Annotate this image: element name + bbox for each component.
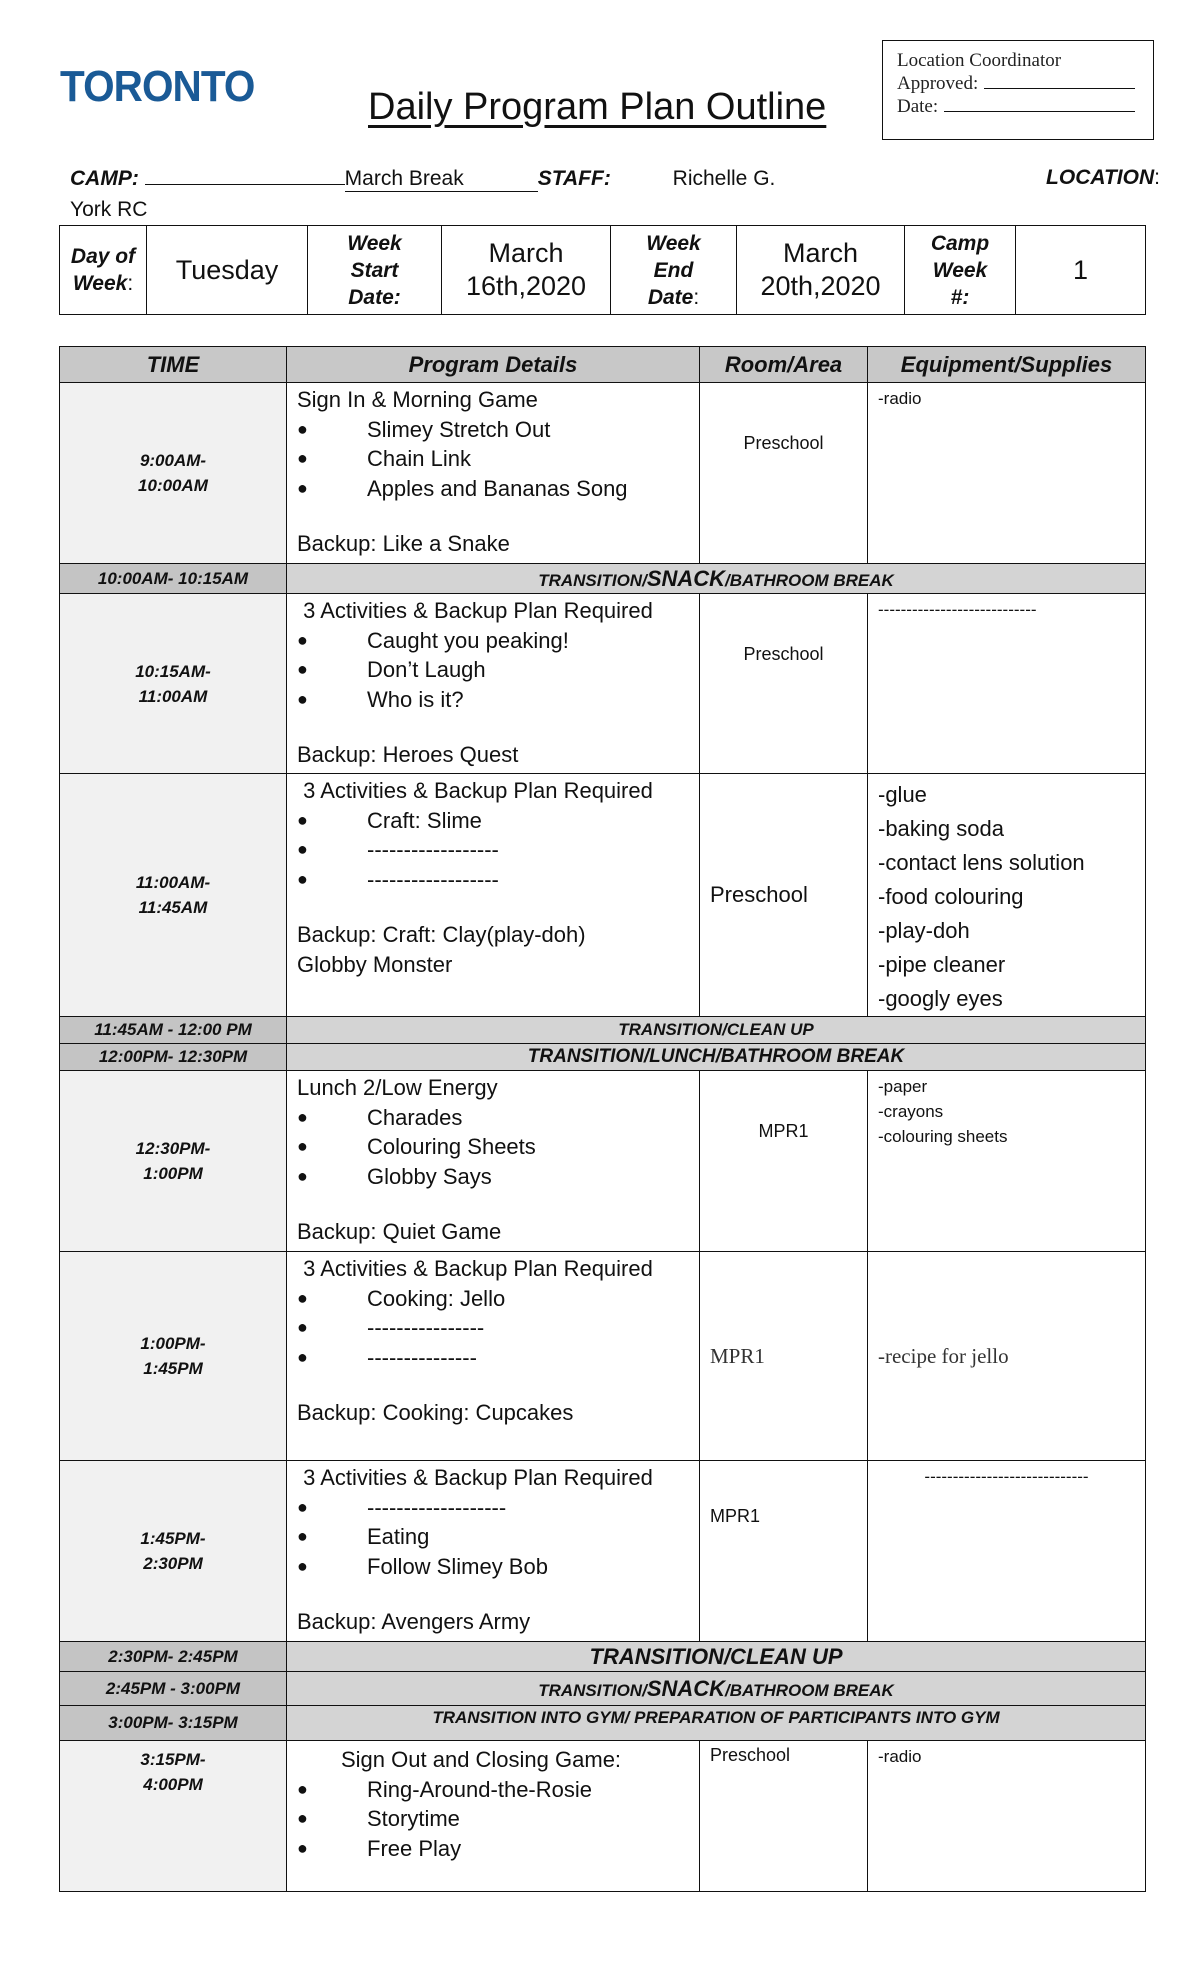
transition-label: TRANSITION/CLEAN UP <box>287 1017 1146 1044</box>
table-row <box>60 1741 1146 1892</box>
bullet-icon: ● <box>297 1837 308 1858</box>
bullet-icon: ● <box>297 1287 308 1308</box>
room-cell: MPR1 <box>700 1461 868 1642</box>
bullet-icon: ● <box>297 659 308 679</box>
transition-row <box>60 564 1146 594</box>
equipment-cell: ----------------------------- <box>868 1461 1146 1642</box>
equipment-cell: -recipe for jello <box>868 1252 1146 1461</box>
col-time: TIME <box>60 347 287 383</box>
table-row <box>60 383 1146 564</box>
time-cell: 1:45PM- 2:30PM <box>60 1461 287 1642</box>
approval-date-label: Date: <box>897 96 939 117</box>
end-date-label: Week End Date: <box>611 226 737 315</box>
program-details: Sign Out and Closing Game: ● Ring-Around-the-Rosie ● Storytime ● Free Play <box>287 1741 700 1892</box>
time-cell: 11:00AM- 11:45AM <box>60 774 287 1017</box>
room-cell: Preschool <box>700 383 868 564</box>
transition-label: TRANSITION/SNACK/BATHROOM BREAK <box>287 564 1146 594</box>
camp-blank <box>145 166 345 185</box>
bullet-icon: ● <box>297 448 308 468</box>
table-header <box>60 347 1146 383</box>
table-row <box>60 774 1146 1017</box>
bullet-icon: ● <box>297 868 308 889</box>
bullet-icon: ● <box>297 1106 308 1127</box>
program-details: 3 Activities & Backup Plan Required ● Cooking: Jello ● ---------------- ● --------------- Backup: Cooking: Cupcakes <box>287 1252 700 1461</box>
approval-coordinator: Location Coordinator <box>897 50 1062 71</box>
transition-time: 2:30PM- 2:45PM <box>60 1642 287 1672</box>
transition-time: 12:00PM- 12:30PM <box>60 1044 287 1071</box>
bullet-icon: ● <box>297 688 308 709</box>
camp-label: CAMP: <box>70 167 139 190</box>
transition-label: TRANSITION INTO GYM/ PREPARATION OF PARTICIPANTS INTO GYM <box>287 1706 1146 1741</box>
transition-row <box>60 1017 1146 1044</box>
bullet-icon: ● <box>297 839 308 859</box>
table-row <box>60 1071 1146 1252</box>
program-details: Lunch 2/Low Energy ● Charades ● Colouring Sheets ● Globby Says Backup: Quiet Game <box>287 1071 700 1252</box>
room-cell: MPR1 <box>700 1252 868 1461</box>
toronto-logo <box>54 52 264 122</box>
transition-time: 11:45AM - 12:00 PM <box>60 1017 287 1044</box>
bullet-icon: ● <box>297 1808 308 1828</box>
room-cell: MPR1 <box>700 1071 868 1252</box>
time-cell: 12:30PM- 1:00PM <box>60 1071 287 1252</box>
col-program-details: Program Details <box>287 347 700 383</box>
col-room-area: Room/Area <box>700 347 868 383</box>
week-info-table <box>59 225 1146 315</box>
program-details: 3 Activities & Backup Plan Required ● Craft: Slime ● ------------------ ● ------------------ Backup: Craft: Clay(play-doh) Globby Monster <box>287 774 700 1017</box>
location-label: LOCATION <box>1046 166 1155 189</box>
bullet-icon: ● <box>297 1165 308 1186</box>
location-colon: : <box>1154 166 1160 189</box>
transition-row <box>60 1672 1146 1706</box>
camp-week-value: 1 <box>1016 226 1146 315</box>
transition-row <box>60 1642 1146 1672</box>
transition-label: TRANSITION/LUNCH/BATHROOM BREAK <box>287 1044 1146 1071</box>
approval-approved-blank[interactable] <box>984 72 1135 89</box>
bullet-icon: ● <box>297 809 308 830</box>
transition-row <box>60 1044 1146 1071</box>
bullet-icon: ● <box>297 1496 308 1517</box>
bullet-icon: ● <box>297 477 308 498</box>
start-date-value: March 16th,2020 <box>442 226 611 315</box>
camp-line <box>70 166 1160 192</box>
equipment-cell: ---------------------------- <box>868 594 1146 774</box>
table-row <box>60 1461 1146 1642</box>
document-title: Daily Program Plan Outline <box>368 86 827 128</box>
transition-time: 10:00AM- 10:15AM <box>60 564 287 594</box>
bullet-icon: ● <box>297 1136 308 1156</box>
bullet-icon: ● <box>297 1555 308 1576</box>
bullet-icon: ● <box>297 1317 308 1337</box>
program-details: 3 Activities & Backup Plan Required ● ------------------- ● Eating ● Follow Slimey Bob Backup: Avengers Army <box>287 1461 700 1642</box>
time-cell: 9:00AM- 10:00AM <box>60 383 287 564</box>
table-row <box>60 594 1146 774</box>
room-cell: Preschool <box>700 594 868 774</box>
bullet-icon: ● <box>297 1778 308 1799</box>
equipment-cell: -radio <box>868 383 1146 564</box>
end-date-value: March 20th,2020 <box>737 226 905 315</box>
logo-wordmark: TORONTO <box>60 62 255 111</box>
transition-time: 2:45PM - 3:00PM <box>60 1672 287 1706</box>
equipment-cell: -paper -crayons -colouring sheets <box>868 1071 1146 1252</box>
transition-label: TRANSITION/SNACK/BATHROOM BREAK <box>287 1672 1146 1706</box>
bullet-icon: ● <box>297 1526 308 1546</box>
room-cell: Preschool <box>700 1741 868 1892</box>
approval-box <box>882 40 1154 140</box>
bullet-icon: ● <box>297 418 308 439</box>
table-row <box>60 1252 1146 1461</box>
schedule-table <box>59 346 1146 1892</box>
transition-row <box>60 1706 1146 1741</box>
equipment-cell: -glue -baking soda -contact lens solution -food colouring -play-doh -pipe cleaner -googly eyes <box>868 774 1146 1017</box>
program-details: 3 Activities & Backup Plan Required ● Caught you peaking! ● Don’t Laugh ● Who is it? Backup: Heroes Quest <box>287 594 700 774</box>
equipment-cell: -radio <box>868 1741 1146 1892</box>
transition-time: 3:00PM- 3:15PM <box>60 1706 287 1741</box>
day-label: Day of Week: <box>60 226 147 315</box>
location-value: York RC <box>70 198 148 221</box>
transition-label: TRANSITION/CLEAN UP <box>287 1642 1146 1672</box>
bullet-icon: ● <box>297 1346 308 1367</box>
start-date-label: Week Start Date: <box>308 226 442 315</box>
day-value: Tuesday <box>147 226 308 315</box>
room-cell: Preschool <box>700 774 868 1017</box>
bullet-icon: ● <box>297 629 308 650</box>
staff-value: Richelle G. <box>672 167 776 190</box>
camp-week-label: Camp Week #: <box>905 226 1016 315</box>
time-cell: 10:15AM- 11:00AM <box>60 594 287 774</box>
col-equipment: Equipment/Supplies <box>868 347 1146 383</box>
staff-label: STAFF: <box>537 167 611 190</box>
approval-approved-label: Approved: <box>897 73 979 94</box>
time-cell: 3:15PM- 4:00PM <box>60 1741 287 1892</box>
approval-date-blank[interactable] <box>944 95 1135 112</box>
camp-value: March Break <box>345 167 538 192</box>
program-details: Sign In & Morning Game ● Slimey Stretch Out ● Chain Link ● Apples and Bananas Song Backup: Like a Snake <box>287 383 700 564</box>
time-cell: 1:00PM- 1:45PM <box>60 1252 287 1461</box>
